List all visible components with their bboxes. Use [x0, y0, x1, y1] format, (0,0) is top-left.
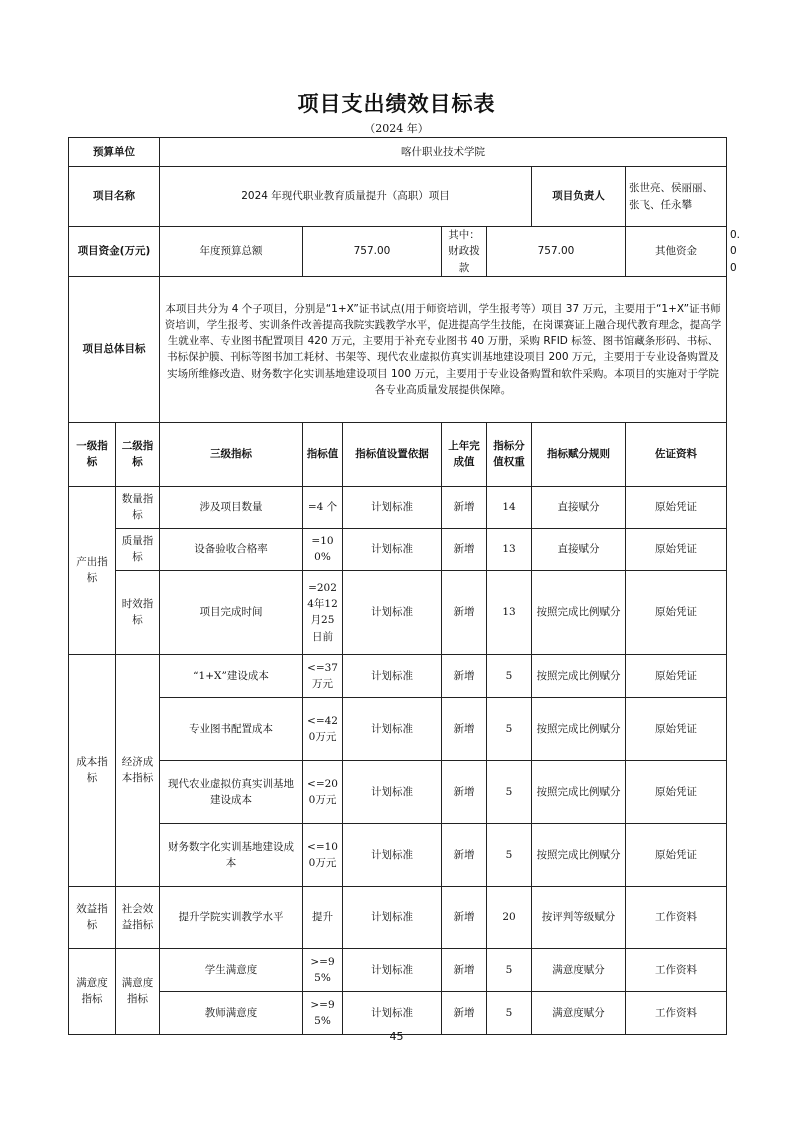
header-basis: 指标值设置依据	[343, 422, 442, 486]
table-row	[69, 760, 727, 823]
subgroup-quality: 质量指标	[116, 528, 160, 570]
indicator-last: 新增	[442, 760, 487, 823]
indicator-evidence: 原始凭证	[626, 570, 727, 654]
header-value: 指标值	[303, 422, 343, 486]
indicator-name: 项目完成时间	[160, 570, 303, 654]
indicator-last: 新增	[442, 991, 487, 1034]
indicator-weight: 13	[487, 528, 532, 570]
indicator-weight: 5	[487, 654, 532, 697]
indicator-basis: 计划标准	[343, 991, 442, 1034]
table-row	[69, 697, 727, 760]
indicator-rule: 满意度赋分	[532, 991, 626, 1034]
indicator-name: 提升学院实训教学水平	[160, 886, 303, 948]
indicator-name: 财务数字化实训基地建设成本	[160, 823, 303, 886]
indicator-basis: 计划标准	[343, 654, 442, 697]
indicator-last: 新增	[442, 570, 487, 654]
indicator-name: 设备验收合格率	[160, 528, 303, 570]
indicator-weight: 5	[487, 991, 532, 1034]
header-level2: 二级指标	[116, 422, 160, 486]
fund-label: 项目资金(万元)	[69, 227, 160, 277]
fiscal-label: 其中：财政拨款	[442, 227, 487, 277]
indicator-rule: 按评判等级赋分	[532, 886, 626, 948]
indicator-value: >=95%	[303, 948, 343, 991]
leader-value: 张世亮、侯丽丽、张飞、任永攀	[626, 167, 727, 227]
header-evidence: 佐证资料	[626, 422, 727, 486]
indicator-rule: 按照完成比例赋分	[532, 570, 626, 654]
fiscal-value: 757.00	[487, 227, 626, 277]
indicator-value: =100%	[303, 528, 343, 570]
indicator-rule: 按照完成比例赋分	[532, 697, 626, 760]
indicator-rule: 直接赋分	[532, 486, 626, 528]
table-row	[69, 823, 727, 886]
year-subtitle: （2024 年）	[364, 122, 429, 135]
indicator-value: =4 个	[303, 486, 343, 528]
indicator-weight: 20	[487, 886, 532, 948]
header-last-year: 上年完成值	[442, 422, 487, 486]
subgroup-quantity: 数量指标	[116, 486, 160, 528]
indicator-basis: 计划标准	[343, 570, 442, 654]
indicator-weight: 5	[487, 697, 532, 760]
indicator-rule: 直接赋分	[532, 528, 626, 570]
header-rule: 指标赋分规则	[532, 422, 626, 486]
annual-budget-value: 757.00	[303, 227, 442, 277]
indicator-evidence: 工作资料	[626, 948, 727, 991]
budget-unit-row	[69, 138, 727, 167]
table-row	[69, 991, 727, 1034]
indicator-name: 专业图书配置成本	[160, 697, 303, 760]
indicator-weight: 14	[487, 486, 532, 528]
group-cost: 成本指标	[69, 654, 116, 886]
table-row	[69, 948, 727, 991]
group-output: 产出指标	[69, 486, 116, 654]
indicator-value: =2024年12月25日前	[303, 570, 343, 654]
table-row	[69, 886, 727, 948]
indicator-basis: 计划标准	[343, 886, 442, 948]
indicator-evidence: 原始凭证	[626, 823, 727, 886]
budget-unit-value: 喀什职业技术学院	[160, 138, 727, 167]
table-row	[69, 570, 727, 654]
indicator-last: 新增	[442, 948, 487, 991]
indicator-rule: 满意度赋分	[532, 948, 626, 991]
indicator-weight: 5	[487, 760, 532, 823]
indicator-value: <=100万元	[303, 823, 343, 886]
project-name-row	[69, 167, 727, 227]
indicator-value: <=37万元	[303, 654, 343, 697]
header-weight: 指标分值权重	[487, 422, 532, 486]
page-number: 45	[389, 1030, 404, 1043]
indicator-value: <=200万元	[303, 760, 343, 823]
indicator-evidence: 原始凭证	[626, 697, 727, 760]
goal-text: 本项目共分为 4 个子项目，分别是“1+X”证书试点(用于师资培训，学生报考等）项目 37 万元，主要用于“1+X”证书师资培训，学生报考、实训条件改善提高我院实践教学水平，促进提高学生技能，在岗课赛证上融合现代教育理念，提高学生就业率、专业图书配置项目 420 万元，主要用于补充专业图书 40 万册，采购 RFID 标签、图书馆藏条形码、书标、书标保护膜、刊标等图书加工耗材、书架等、现代农业虚拟仿真实训基地建设项目 200 万元，主要用于专业设备购置及实场所维修改造、财务数字化实训基地建设项目 100 万元，主要用于专业设备购置和软件采购。本项目的实施对于学院各专业高质量发展提供保障。	[160, 276, 727, 422]
annual-budget-label: 年度预算总额	[160, 227, 303, 277]
indicator-rule: 按照完成比例赋分	[532, 760, 626, 823]
indicator-weight: 5	[487, 823, 532, 886]
budget-unit-label: 预算单位	[69, 138, 160, 167]
indicator-name: 学生满意度	[160, 948, 303, 991]
indicator-last: 新增	[442, 528, 487, 570]
page-title: 项目支出绩效目标表	[297, 92, 496, 116]
indicator-weight: 13	[487, 570, 532, 654]
group-satisfaction: 满意度指标	[69, 948, 116, 1034]
indicator-name: 教师满意度	[160, 991, 303, 1034]
indicator-evidence: 原始凭证	[626, 760, 727, 823]
performance-target-table	[68, 137, 741, 1035]
indicator-name: 涉及项目数量	[160, 486, 303, 528]
fund-row: 项目资金(万元) 年度预算总额 757.00 其中：财政拨款 757.00 其他资金 0.00	[69, 227, 727, 277]
indicator-evidence: 工作资料	[626, 886, 727, 948]
indicator-basis: 计划标准	[343, 760, 442, 823]
indicator-evidence: 原始凭证	[626, 654, 727, 697]
goal-row	[69, 276, 727, 422]
indicator-evidence: 工作资料	[626, 991, 727, 1034]
subgroup-economic: 经济成本指标	[116, 654, 160, 886]
subgroup-satisfaction: 满意度指标	[116, 948, 160, 1034]
indicator-basis: 计划标准	[343, 823, 442, 886]
indicator-last: 新增	[442, 697, 487, 760]
header-level3: 三级指标	[160, 422, 303, 486]
subgroup-timeliness: 时效指标	[116, 570, 160, 654]
table-row	[69, 654, 727, 697]
indicator-value: 提升	[303, 886, 343, 948]
indicator-name: “1+X”建设成本	[160, 654, 303, 697]
indicator-name: 现代农业虚拟仿真实训基地建设成本	[160, 760, 303, 823]
indicator-evidence: 原始凭证	[626, 486, 727, 528]
other-funds-label: 其他资金	[626, 227, 727, 277]
indicator-basis: 计划标准	[343, 697, 442, 760]
subgroup-social: 社会效益指标	[116, 886, 160, 948]
indicator-rule: 按照完成比例赋分	[532, 654, 626, 697]
indicator-rule: 按照完成比例赋分	[532, 823, 626, 886]
indicator-value: <=420万元	[303, 697, 343, 760]
project-name-label: 项目名称	[69, 167, 160, 227]
header-level1: 一级指标	[69, 422, 116, 486]
indicator-evidence: 原始凭证	[626, 528, 727, 570]
group-benefit: 效益指标	[69, 886, 116, 948]
leader-label: 项目负责人	[532, 167, 626, 227]
header-row	[69, 422, 727, 486]
table-row	[69, 528, 727, 570]
indicator-last: 新增	[442, 486, 487, 528]
table-row	[69, 486, 727, 528]
indicator-value: >=95%	[303, 991, 343, 1034]
indicator-basis: 计划标准	[343, 486, 442, 528]
indicator-last: 新增	[442, 823, 487, 886]
goal-label: 项目总体目标	[69, 276, 160, 422]
indicator-last: 新增	[442, 886, 487, 948]
indicator-weight: 5	[487, 948, 532, 991]
indicator-last: 新增	[442, 654, 487, 697]
indicator-basis: 计划标准	[343, 948, 442, 991]
indicator-basis: 计划标准	[343, 528, 442, 570]
project-name-value: 2024 年现代职业教育质量提升（高职）项目	[160, 167, 532, 227]
